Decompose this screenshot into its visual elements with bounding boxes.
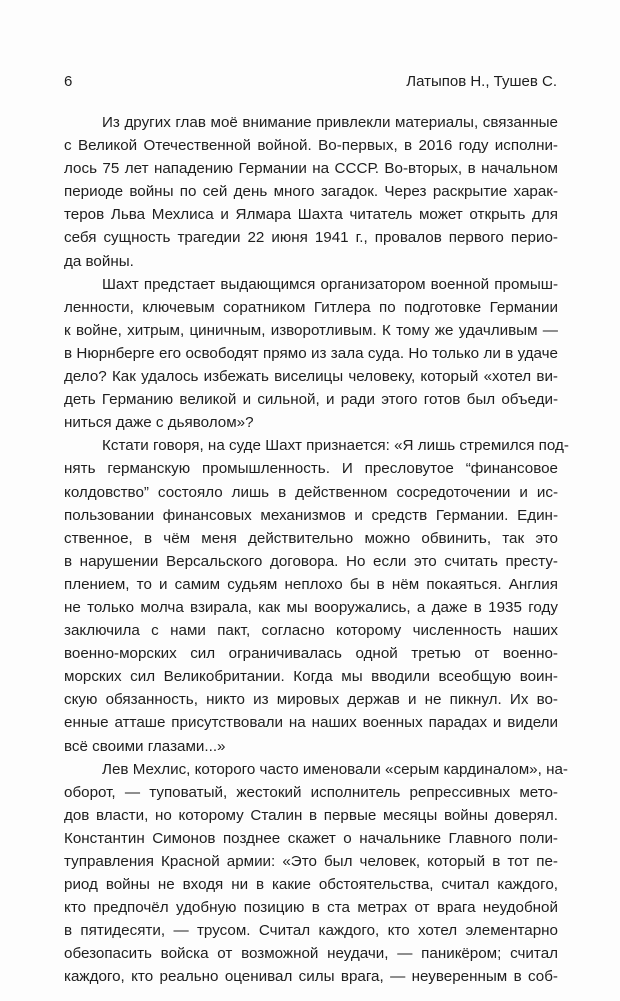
text-line: кто предпочёл удобную позицию в ста метрах от врага неудобной [64,899,558,917]
text-line: Лев Мехлис, которого часто именовали «серым кардиналом», на- [102,760,568,778]
text-line: ниться даже с дьяволом»? [64,414,254,432]
text-line: всё своими глазами...» [64,737,226,755]
text-line: в нарушении Версальского договора. Но если это считать престу- [64,552,558,570]
text-line: с Великой Отечественной войной. Во-первых, в 2016 году исполни- [64,137,558,155]
text-line: не только молча взирала, как мы вооружались, а даже в 1935 году [64,598,558,616]
paragraph-schacht [64,273,558,435]
page-number: 6 [64,73,73,90]
text-line: периоде войны по сей день много загадок. Через раскрытие харак- [64,183,558,201]
paragraph-mekhlis [64,758,568,989]
text-line: себя сущность трагедии 22 июня 1941 г., провалов первого перио- [64,229,558,247]
text-line: каждого, кто реально оценивал силы врага, — неуверенным в соб- [64,968,558,986]
text-line: деть Германию великой и сильной, и ради этого готов был объеди- [64,391,558,409]
text-line: в Нюрнберге его освободят прямо из зала суда. Но только ли в удаче [64,344,558,362]
header-authors: Латыпов Н., Тушев С. [406,73,557,90]
text-line: заключила с нами пакт, согласно которому численность наших [64,622,558,640]
text-line: Кстати говоря, на суде Шахт признается: «Я лишь стремился под- [102,437,569,455]
text-line: теров Льва Мехлиса и Ялмара Шахта читатель может открыть для [64,206,558,224]
text-line: к войне, хитрым, циничным, изворотливым. К тому же удачливым — [64,321,558,339]
text-line: колдовство” состояло лишь в действенном сосредоточении и ис- [64,483,558,501]
text-line: морских сил Великобритании. Когда мы вводили всеобщую воин- [64,668,558,686]
text-line: нять германскую промышленность. И пресловутое “финансовое [64,460,558,478]
text-line: дов власти, но которому Сталин в первые месяцы войны доверял. [64,806,558,824]
paragraph-schacht-quote [64,434,569,757]
text-line: енные атташе присутствовали на наших военных парадах и видели [64,714,558,732]
text-line: риод войны не входя ни в какие обстоятельства, считал каждого, [64,876,558,894]
text-line: туправления Красной армии: «Это был человек, который в тот пе- [64,853,558,870]
text-line: пользовании финансовых механизмов и средств Германии. Един- [64,506,558,524]
text-line: ленности, ключевым соратником Гитлера по подготовке Германии [64,298,558,316]
text-line: оборот, — туповатый, жестокий исполнитель репрессивных мето- [64,783,558,801]
text-line: в пятидесяти, — трусом. Считал каждого, кто хотел элементарно [64,922,558,940]
text-line: да войны. [64,252,134,270]
text-line: Из других глав моё внимание привлекли материалы, связанные [102,114,558,131]
running-head [64,71,557,93]
text-line: Константин Симонов позднее скажет о начальнике Главного поли- [64,829,558,847]
text-line: ственное, в чём меня действительно можно обвинить, так это [64,529,558,547]
text-line: обезопасить войска от возможной неудачи, — паникёром; считал [64,945,558,963]
paragraph-intro-ww2 [64,111,558,273]
text-line: военно-морских сил ограничивалась одной третью от военно- [64,645,558,663]
text-line: скую обязанность, никто из мировых держав и не пикнул. Их во- [64,691,558,709]
text-line: лось 75 лет нападению Германии на СССР. Во-вторых, в начальном [64,160,558,178]
text-line: плением, то и самим судьям неплохо бы в нём покаяться. Англия [64,575,558,593]
text-line: дело? Как удалось избежать виселицы человеку, который «хотел ви- [64,368,558,386]
text-line: Шахт предстает выдающимся организатором военной промыш- [102,275,558,293]
body-text [64,111,569,989]
